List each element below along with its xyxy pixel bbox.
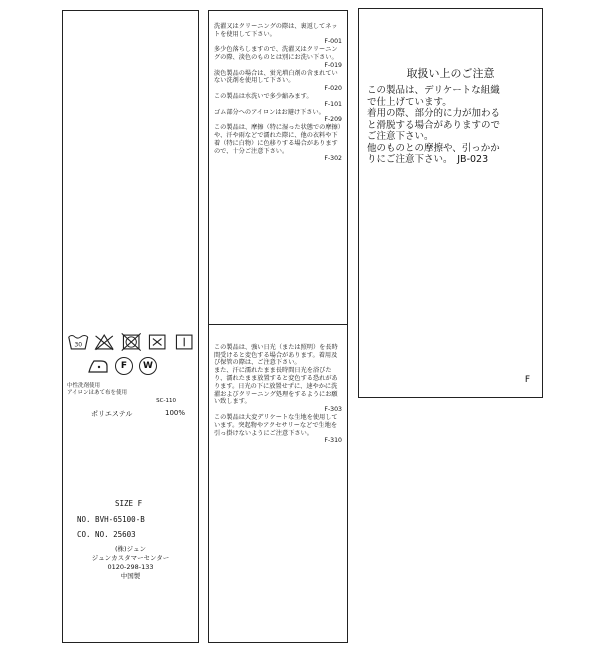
caution-line: りにご注意下さい。 JB-023 bbox=[367, 154, 489, 165]
sc-code: SC-110 bbox=[156, 398, 176, 404]
size-text: SIZE F bbox=[115, 499, 143, 508]
company-name: (株)ジュン bbox=[115, 545, 146, 553]
size-mark: F bbox=[524, 375, 530, 385]
note-detergent: 中性洗剤使用 bbox=[67, 383, 101, 389]
iron-low-icon bbox=[87, 357, 109, 375]
note-text: 洗濯又はクリーニングの際は、裏返してネットを使用して下さい。 bbox=[214, 22, 338, 38]
caution-body bbox=[367, 85, 535, 166]
dry-clean-f-icon: F bbox=[115, 357, 133, 375]
product-no: NO. BVH-65100-B bbox=[77, 515, 145, 524]
care-label-main bbox=[62, 10, 199, 643]
notes-bottom bbox=[214, 336, 342, 453]
no-tumble-dry-icon bbox=[120, 331, 142, 353]
note-code: F-302 bbox=[324, 155, 342, 163]
caution-line: と滑脱する場合がありますので bbox=[367, 119, 501, 131]
care-symbol-row bbox=[67, 331, 195, 353]
wash-temp: 30 bbox=[74, 341, 83, 349]
caution-line: ご注意下さい。 bbox=[367, 131, 434, 142]
caution-title: 取扱い上のご注意 bbox=[406, 67, 495, 80]
note-code: F-001 bbox=[324, 38, 342, 46]
caution-line: 他のものとの摩擦や、引っかか bbox=[367, 142, 500, 154]
no-dry-icon bbox=[146, 331, 168, 353]
customer-center: ジュンカスタマーセンター bbox=[91, 554, 170, 562]
material: ポリエステル bbox=[91, 410, 133, 418]
note-text: この製品は大変デリケートな生地を使用しています。突起物やアクセサリーなどで生地を引っ掛けないようにご注意下さい。 bbox=[214, 413, 338, 437]
note-text: この製品は水洗いで多少縮みます。 bbox=[214, 92, 313, 100]
caution-line: 着用の際、部分的に力が加わる bbox=[367, 108, 501, 119]
wet-clean-w-icon: W bbox=[139, 357, 157, 375]
country-of-origin: 中国製 bbox=[120, 572, 141, 580]
co-no: CO. NO. 25603 bbox=[77, 530, 136, 539]
note-text: 淡色製品の場合は、蛍光増白剤の含まれていない洗剤を使用して下さい。 bbox=[214, 69, 338, 85]
handling-caution-label bbox=[358, 8, 543, 398]
wash-30-icon bbox=[67, 331, 89, 353]
note-text: ゴム部分へのアイロンはお避け下さい。 bbox=[214, 108, 325, 116]
caution-line: で仕上げています。 bbox=[367, 96, 452, 108]
phone-number: 0120-298-133 bbox=[107, 563, 154, 571]
note-code: F-019 bbox=[324, 61, 342, 69]
caution-line: この製品は、デリケートな組織 bbox=[367, 85, 500, 96]
care-label-notes bbox=[208, 10, 348, 643]
note-code: F-101 bbox=[324, 100, 342, 108]
note-code: F-310 bbox=[324, 437, 342, 445]
hang-dry-icon bbox=[173, 331, 195, 353]
note-iron: アイロンはあて布を使用 bbox=[67, 390, 128, 396]
no-bleach-icon bbox=[93, 331, 115, 353]
material-percent: 100% bbox=[165, 409, 186, 417]
note-text: 多少色落ちしますので、洗濯又はクリーニングの際、淡色のものとは別にお洗い下さい。 bbox=[214, 46, 338, 61]
note-text: この製品は、強い日光（または照明）を長時間受けると変色する場合があります。着用及び保管の際は、ご注意下さい。 また、汗に濡れたまま長時間日光を浴びたり、濡れたまま放置すると変色する恐れがあります。日光の下に放置せずに、速やかに洗濯およびクリーニング処理をするようにお願い致します。 bbox=[214, 343, 338, 406]
fold-line bbox=[209, 324, 347, 325]
note-code: F-303 bbox=[324, 406, 342, 414]
circle-symbol-row bbox=[87, 357, 157, 375]
notes-top bbox=[214, 15, 342, 171]
note-code: F-020 bbox=[324, 85, 342, 93]
note-code: F-209 bbox=[324, 116, 342, 124]
note-text: この製品は、摩擦（特に湿った状態での摩擦）や、汗や雨などで濡れた際に、他の衣料や下着（特に白物）に色移りする場合がありますので、十分ご注意下さい。 bbox=[214, 124, 341, 155]
